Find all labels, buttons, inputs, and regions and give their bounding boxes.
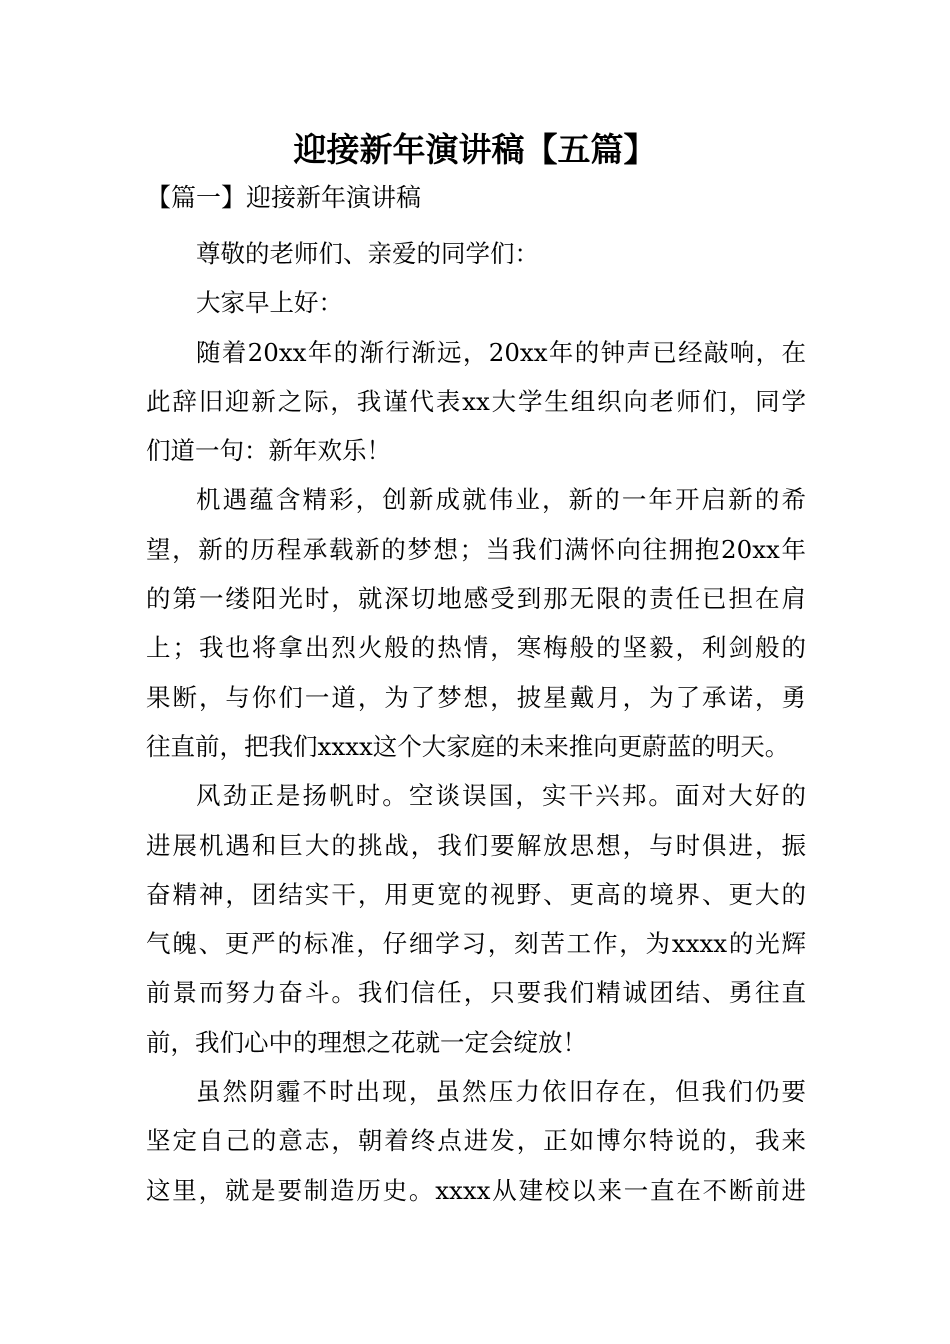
document-body	[146, 229, 806, 1215]
paragraph-line: 们道一句：新年欢乐！	[146, 436, 391, 466]
paragraph-line: 随着20xx年的渐行渐远，20xx年的钟声已经敲响，在	[196, 337, 806, 367]
paragraph-line: 大家早上好：	[196, 288, 343, 318]
paragraph-line: 前，我们心中的理想之花就一定会绽放！	[146, 1027, 587, 1057]
paragraph-line: 气魄、更严的标准，仔细学习，刻苦工作，为xxxx的光辉	[146, 929, 806, 959]
paragraph-line: 前景而努力奋斗。我们信任，只要我们精诚团结、勇往直	[146, 978, 806, 1008]
paragraph-line: 风劲正是扬帆时。空谈误国，实干兴邦。面对大好的	[196, 781, 806, 811]
document-title: 迎接新年演讲稿【五篇】	[293, 130, 657, 169]
paragraph-line: 进展机遇和巨大的挑战，我们要解放思想，与时俱进，振	[146, 830, 806, 860]
paragraph-line: 奋精神，团结实干，用更宽的视野、更高的境界、更大的	[146, 879, 806, 909]
paragraph-line: 尊敬的老师们、亲爱的同学们：	[196, 239, 539, 268]
paragraph-line: 望，新的历程承载新的梦想；当我们满怀向往拥抱20xx年	[146, 534, 806, 564]
paragraph-line: 此辞旧迎新之际，我谨代表xx大学生组织向老师们，同学	[146, 386, 806, 416]
paragraph-line: 机遇蕴含精彩，创新成就伟业，新的一年开启新的希	[196, 485, 806, 515]
paragraph-line: 坚定自己的意志，朝着终点进发，正如博尔特说的，我来	[146, 1126, 806, 1156]
paragraph-line: 上；我也将拿出烈火般的热情，寒梅般的坚毅，利剑般的	[146, 633, 806, 663]
paragraph-line: 虽然阴霾不时出现，虽然压力依旧存在，但我们仍要	[196, 1077, 806, 1107]
section-heading: 【篇一】迎接新年演讲稿	[146, 183, 422, 212]
paragraph-line: 往直前，把我们xxxx这个大家庭的未来推向更蔚蓝的明天。	[146, 731, 790, 761]
paragraph-line: 果断，与你们一道，为了梦想，披星戴月，为了承诺，勇	[146, 682, 806, 712]
paragraph-line: 的第一缕阳光时，就深切地感受到那无限的责任已担在肩	[146, 584, 806, 614]
paragraph-line: 这里，就是要制造历史。xxxx从建校以来一直在不断前进	[146, 1175, 806, 1205]
